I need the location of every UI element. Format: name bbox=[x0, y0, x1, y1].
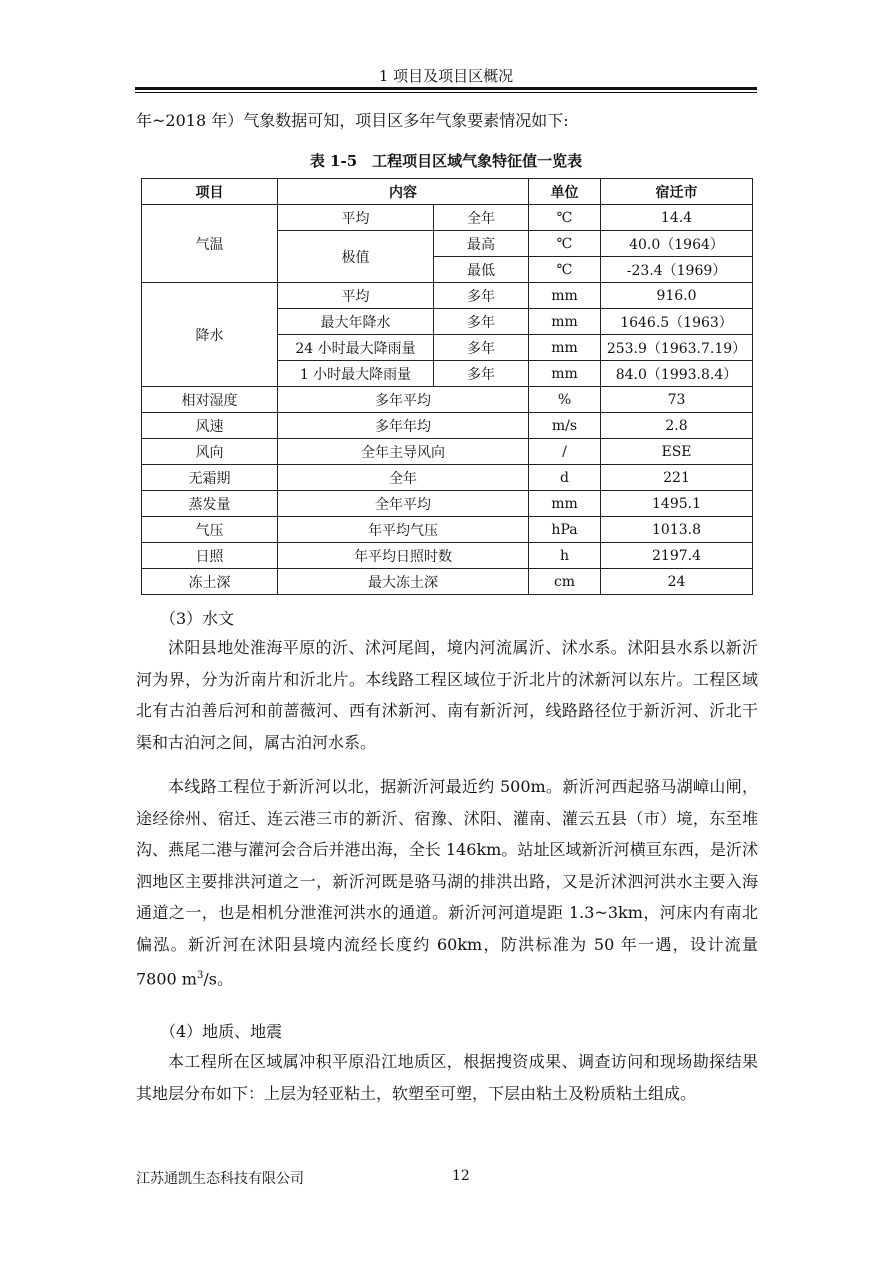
cell-content: 年平均气压 bbox=[278, 517, 529, 543]
header-city: 宿迁市 bbox=[601, 179, 753, 205]
cell-value: 253.9（1963.7.19） bbox=[601, 335, 753, 361]
cell-item: 相对湿度 bbox=[142, 387, 278, 413]
cell-item: 蒸发量 bbox=[142, 491, 278, 517]
cell-value: 1013.8 bbox=[601, 517, 753, 543]
header-title: 1 项目及项目区概况 bbox=[378, 67, 514, 85]
section-heading-geology: （4）地质、地震 bbox=[160, 1022, 283, 1041]
cell-item: 无霜期 bbox=[142, 465, 278, 491]
paragraph bbox=[136, 771, 758, 995]
cell-sub: 24 小时最大降雨量 bbox=[278, 335, 434, 361]
page-number: 12 bbox=[452, 1168, 470, 1184]
cell-unit: m/s bbox=[529, 413, 601, 439]
header-rule-thick bbox=[135, 87, 757, 90]
cell-value: 73 bbox=[601, 387, 753, 413]
cell-period: 全年 bbox=[434, 205, 529, 231]
cell-sub: 平均 bbox=[278, 205, 434, 231]
paragraph-text-end: /s。 bbox=[203, 969, 233, 989]
cell-content: 全年平均 bbox=[278, 491, 529, 517]
cell-value: -23.4（1969） bbox=[601, 257, 753, 283]
table-row bbox=[142, 465, 753, 491]
cell-content: 全年主导风向 bbox=[278, 439, 529, 465]
cell-value: 221 bbox=[601, 465, 753, 491]
climate-table bbox=[141, 178, 753, 595]
table-row bbox=[142, 491, 753, 517]
table-row bbox=[142, 413, 753, 439]
cell-value: 14.4 bbox=[601, 205, 753, 231]
cell-sub: 极值 bbox=[278, 231, 434, 283]
table-row bbox=[142, 517, 753, 543]
cell-content: 年平均日照时数 bbox=[278, 543, 529, 569]
cell-period: 最低 bbox=[434, 257, 529, 283]
table-row bbox=[142, 205, 753, 231]
table-caption: 表 1-5 工程项目区域气象特征值一览表 bbox=[309, 152, 583, 170]
table-row bbox=[142, 387, 753, 413]
cell-item: 冻土深 bbox=[142, 569, 278, 595]
cell-period: 多年 bbox=[434, 361, 529, 387]
cell-value: 2197.4 bbox=[601, 543, 753, 569]
group-temperature: 气温 bbox=[142, 205, 278, 283]
cell-unit: mm bbox=[529, 361, 601, 387]
cell-unit: ℃ bbox=[529, 205, 601, 231]
table-row bbox=[142, 283, 753, 309]
cell-value: 2.8 bbox=[601, 413, 753, 439]
cell-unit: mm bbox=[529, 309, 601, 335]
cell-item: 日照 bbox=[142, 543, 278, 569]
table-row bbox=[142, 439, 753, 465]
cell-sub: 平均 bbox=[278, 283, 434, 309]
intro-text: 年~2018 年）气象数据可知，项目区多年气象要素情况如下: bbox=[136, 111, 569, 130]
table-row bbox=[142, 543, 753, 569]
section-heading-hydrology: （3）水文 bbox=[160, 609, 235, 628]
paragraph: 本工程所在区域属冲积平原沿江地质区，根据搜资成果、调查访问和现场勘探结果其地层分布如下：上层为轻亚粘土，软塑至可塑，下层由粘土及粉质粘土组成。 bbox=[136, 1052, 758, 1103]
cell-value: 1495.1 bbox=[601, 491, 753, 517]
cell-sub: 1 小时最大降雨量 bbox=[278, 361, 434, 387]
cell-item: 气压 bbox=[142, 517, 278, 543]
cell-unit: cm bbox=[529, 569, 601, 595]
cell-value: ESE bbox=[601, 439, 753, 465]
cell-sub: 最大年降水 bbox=[278, 309, 434, 335]
cell-content: 多年平均 bbox=[278, 387, 529, 413]
cell-unit: h bbox=[529, 543, 601, 569]
cell-unit: ℃ bbox=[529, 231, 601, 257]
cell-period: 多年 bbox=[434, 283, 529, 309]
cell-content: 多年年均 bbox=[278, 413, 529, 439]
cell-unit: mm bbox=[529, 491, 601, 517]
cell-unit: d bbox=[529, 465, 601, 491]
cell-value: 84.0（1993.8.4） bbox=[601, 361, 753, 387]
cell-unit: mm bbox=[529, 335, 601, 361]
cell-unit: hPa bbox=[529, 517, 601, 543]
table-header-row bbox=[142, 179, 753, 205]
cell-content: 最大冻土深 bbox=[278, 569, 529, 595]
header-rule-thin bbox=[135, 92, 757, 93]
cell-unit: % bbox=[529, 387, 601, 413]
header-unit: 单位 bbox=[529, 179, 601, 205]
cell-period: 多年 bbox=[434, 335, 529, 361]
cell-period: 最高 bbox=[434, 231, 529, 257]
superscript: 3 bbox=[196, 970, 204, 981]
cell-value: 24 bbox=[601, 569, 753, 595]
header-item: 项目 bbox=[142, 179, 278, 205]
cell-unit: mm bbox=[529, 283, 601, 309]
cell-value: 40.0（1964） bbox=[601, 231, 753, 257]
cell-value: 916.0 bbox=[601, 283, 753, 309]
cell-unit: / bbox=[529, 439, 601, 465]
cell-unit: ℃ bbox=[529, 257, 601, 283]
paragraph: 沭阳县地处淮海平原的沂、沭河尾闾，境内河流属沂、沭水系。沭阳县水系以新沂河为界，分为沂南片和沂北片。本线路工程区域位于沂北片的沭新河以东片。工程区域北有古泊善后河和前蔷薇河、西有沭新河、南有新沂河，线路路径位于新沂河、沂北干渠和古泊河之间，属古泊河水系。 bbox=[136, 638, 758, 752]
cell-item: 风向 bbox=[142, 439, 278, 465]
paragraph-text: 本线路工程位于新沂河以北，据新沂河最近约 500m。新沂河西起骆马湖嶂山闸，途经徐州、宿迁、连云港三市的新沂、宿豫、沭阳、灌南、灌云五县（市）境，东至堆沟、燕尾二港与灌河会合后并港出海，全长 146km。站址区域新沂河横亘东西，是沂沭泗地区主要排洪河道之一，新沂河既是骆马湖的排洪出路，又是沂沭泗河洪水主要入海通道之一，也是相机分泄淮河洪水的通道。新沂河河道堤距 1.3~3km，河床内有南北偏泓。新沂河在沭阳县境内流经长度约 60km，防洪标准为 50 年一遇，设计流量 7800 m bbox=[136, 777, 758, 989]
table-row bbox=[142, 569, 753, 595]
header-content: 内容 bbox=[278, 179, 529, 205]
group-precipitation: 降水 bbox=[142, 283, 278, 387]
cell-value: 1646.5（1963） bbox=[601, 309, 753, 335]
cell-period: 多年 bbox=[434, 309, 529, 335]
cell-item: 风速 bbox=[142, 413, 278, 439]
cell-content: 全年 bbox=[278, 465, 529, 491]
footer-company: 江苏通凯生态科技有限公司 bbox=[136, 1171, 304, 1187]
